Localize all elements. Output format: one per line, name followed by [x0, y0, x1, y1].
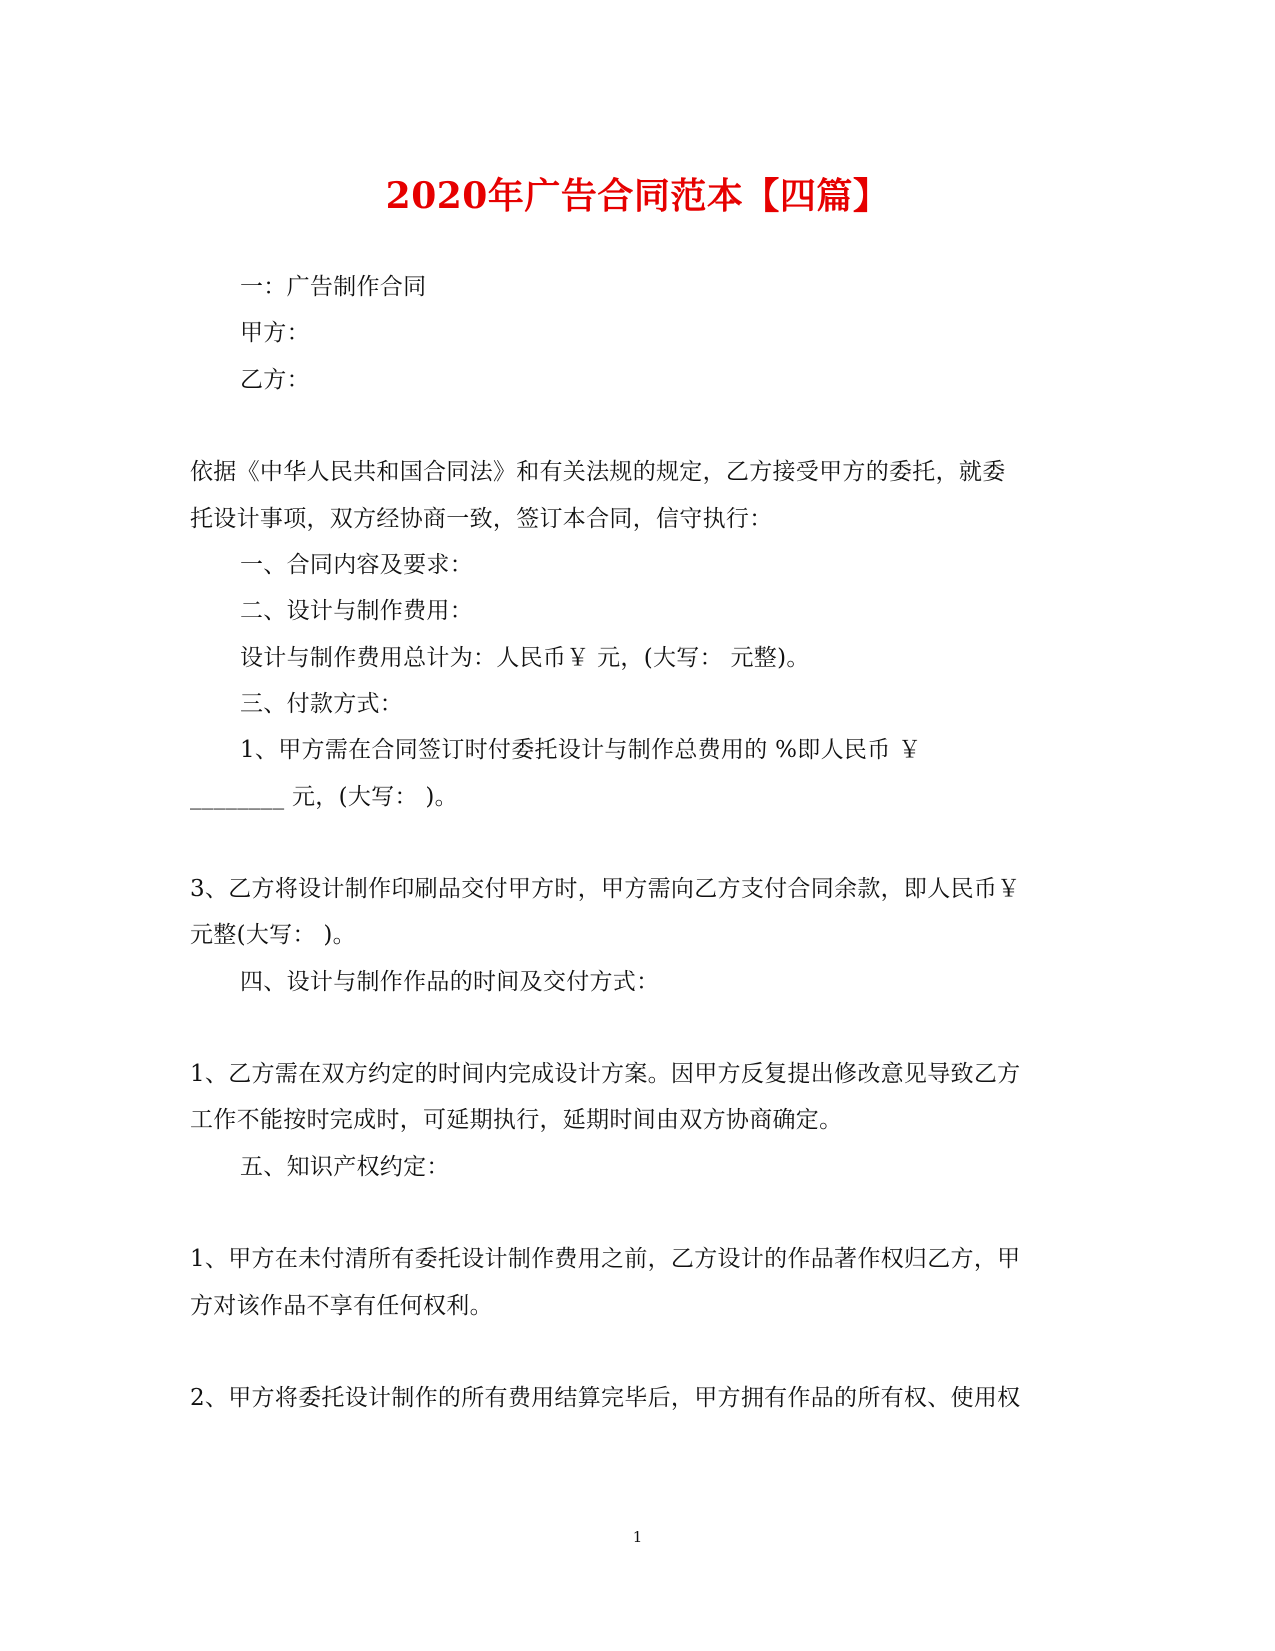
paragraph-line: 设计与制作费用总计为：人民币￥ 元，(大写： 元整)。 [240, 645, 810, 671]
paragraph-line: 托设计事项，双方经协商一致，签订本合同，信守执行： [190, 506, 773, 532]
party-a-label: 甲方： [240, 320, 310, 346]
paragraph-line: ________ 元，(大写： )。 [190, 784, 458, 810]
paragraph-line: 元整(大写： )。 [190, 922, 356, 948]
paragraph-line: 3、乙方将设计制作印刷品交付甲方时，甲方需向乙方支付合同余款，即人民币￥ [190, 876, 1021, 902]
party-b-label: 乙方： [240, 367, 310, 393]
clause-heading-ip: 五、知识产权约定： [240, 1154, 450, 1180]
section-heading-advertising-contract: 一：广告制作合同 [240, 274, 427, 300]
paragraph-line: 1、甲方在未付清所有委托设计制作费用之前，乙方设计的作品著作权归乙方，甲 [190, 1246, 1021, 1272]
paragraph-line: 依据《中华人民共和国合同法》和有关法规的规定，乙方接受甲方的委托，就委 [190, 459, 1006, 485]
paragraph-line: 方对该作品不享有任何权利。 [190, 1293, 493, 1319]
paragraph-line: 工作不能按时完成时，可延期执行，延期时间由双方协商确定。 [190, 1107, 843, 1133]
clause-heading-payment: 三、付款方式： [240, 691, 404, 717]
paragraph-line: 2、甲方将委托设计制作的所有费用结算完毕后，甲方拥有作品的所有权、使用权 [190, 1385, 1021, 1411]
clause-heading-fees: 二、设计与制作费用： [240, 598, 473, 624]
paragraph-line: 1、乙方需在双方约定的时间内完成设计方案。因甲方反复提出修改意见导致乙方 [190, 1061, 1021, 1087]
document-title: 2020年广告合同范本【四篇】 [385, 175, 890, 217]
clause-heading-content: 一、合同内容及要求： [240, 552, 473, 578]
page-number: 1 [632, 1528, 643, 1546]
clause-heading-delivery: 四、设计与制作作品的时间及交付方式： [240, 969, 660, 995]
paragraph-line: 1、甲方需在合同签订时付委托设计与制作总费用的 %即人民币 ￥ [240, 737, 922, 763]
